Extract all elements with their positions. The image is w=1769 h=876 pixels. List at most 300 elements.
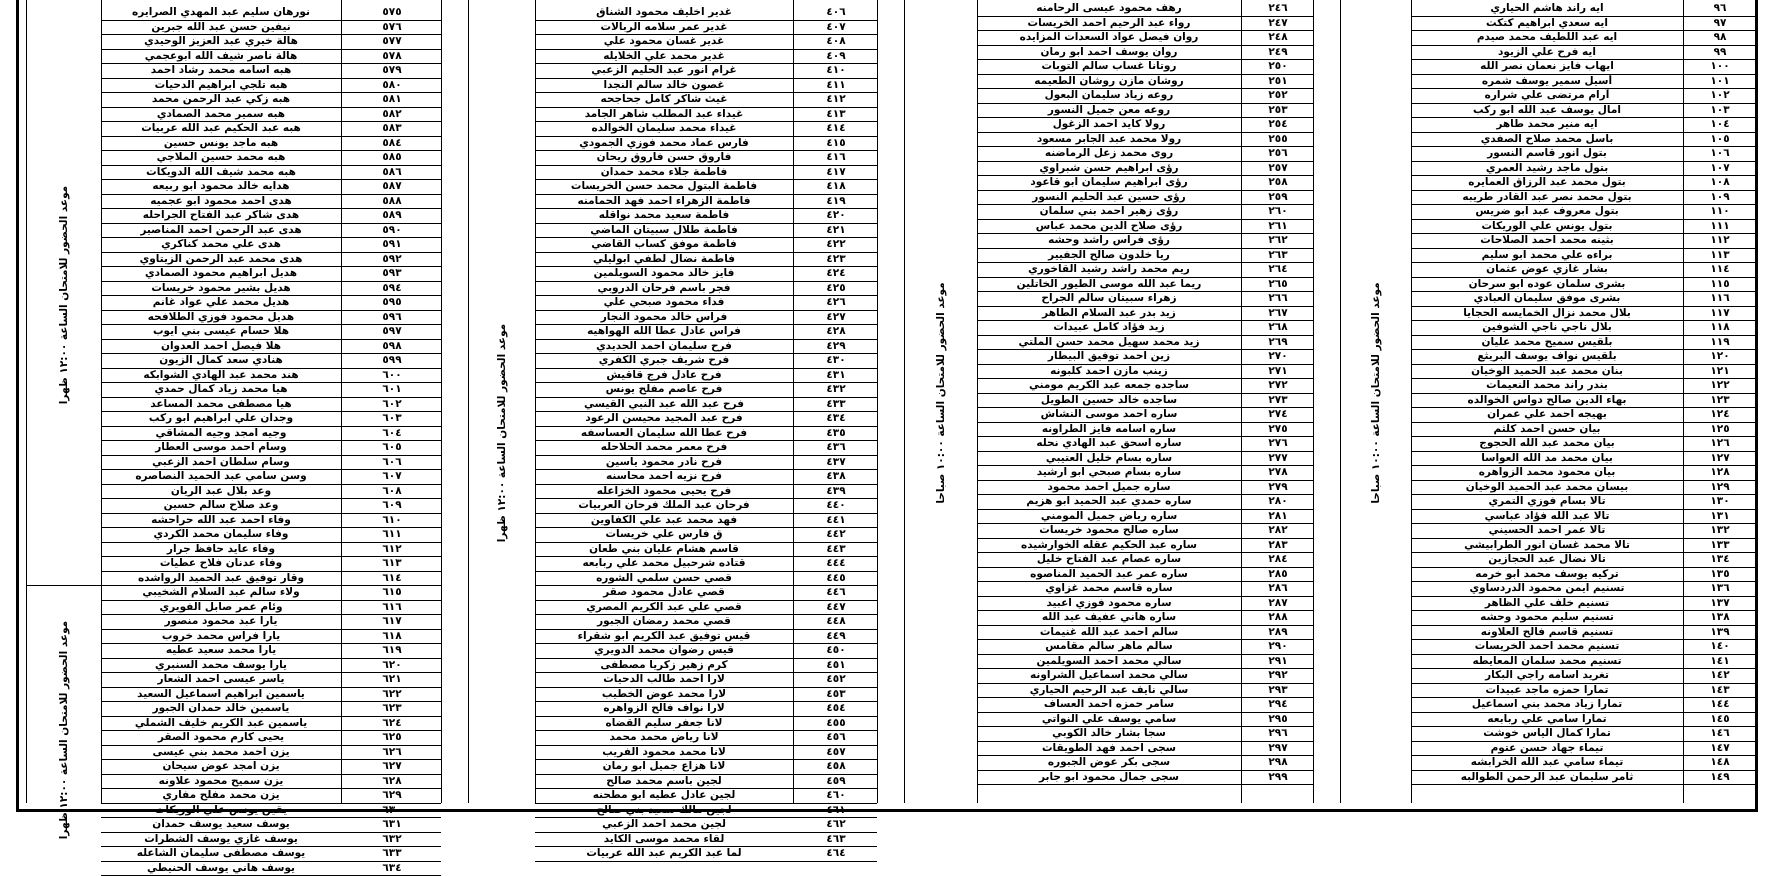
seat-number: ٤٤٠ (793, 498, 879, 512)
table-row (1411, 74, 1755, 90)
table-row (101, 382, 441, 398)
seat-number: ١٠١ (1683, 74, 1757, 88)
table-row (101, 571, 441, 587)
student-name: فاطمة جلاء محمد حمدان (535, 165, 793, 179)
student-name: تيماء جهاد حسن عتوم (1411, 741, 1683, 755)
student-name: ياسمين عبد الكريم خليف الشملي (101, 716, 341, 730)
seat-number: ٢٧٦ (1241, 436, 1315, 450)
student-name: لما عبد الكريم عبد الله عربيات (535, 846, 793, 860)
seat-number: ١٤٨ (1683, 755, 1757, 769)
seat-number: ٦٢٢ (341, 687, 443, 701)
student-name: فرحان عبد الملك فرحان العربيات (535, 498, 793, 512)
table-row (535, 498, 877, 514)
student-name: بثينه محمد احمد الصلاحات (1411, 233, 1683, 247)
seat-number: ١١٧ (1683, 306, 1757, 320)
student-name: بيان محمود محمد الزواهره (1411, 465, 1683, 479)
seat-number: ٤٦٤ (793, 846, 879, 860)
table-row (535, 846, 877, 862)
student-name: هدى علي محمد كناكري (101, 237, 341, 251)
student-name: هبه سمير محمد الصمادي (101, 107, 341, 121)
student-name: بتول معروف عبد ابو ضريس (1411, 204, 1683, 218)
student-name: وفاء عدنان فلاح عطيات (101, 556, 341, 570)
student-name: ياسمين خالد حمدان الجبور (101, 701, 341, 715)
seat-number: ٢٧٢ (1241, 378, 1315, 392)
table-row (1411, 335, 1755, 351)
table-row (101, 788, 441, 804)
seat-number: ٥٨٠ (341, 78, 443, 92)
table-row (1411, 277, 1755, 293)
table-row (1411, 639, 1755, 655)
seat-number: ٤١٩ (793, 194, 879, 208)
seat-number: ٦٢٠ (341, 658, 443, 672)
seat-number: ٤٥٠ (793, 643, 879, 657)
table-row (1411, 1, 1755, 17)
table-row (977, 451, 1313, 467)
seat-number: ٥٩٩ (341, 353, 443, 367)
student-name: فرح شريف جبري الكفري (535, 353, 793, 367)
student-name: سالي محمد اسماعيل الشراونه (977, 668, 1241, 682)
attendance-panel-4 (1340, 0, 1756, 803)
student-name: قتاده شرحبيل محمد علي ربابعه (535, 556, 793, 570)
table-row (535, 745, 877, 761)
seat-number: ٢٥٥ (1241, 132, 1315, 146)
student-name: زيد فؤاد كامل عبيدات (977, 320, 1241, 334)
seat-number: ٤٥٨ (793, 759, 879, 773)
seat-number: ٤٤٨ (793, 614, 879, 628)
seat-number: ٦٠٩ (341, 498, 443, 512)
student-name: سجى احمد فهد الطويقات (977, 741, 1241, 755)
seat-number: ٢٦١ (1241, 219, 1315, 233)
student-name: هلا حسام عيسى بني ايوب (101, 324, 341, 338)
student-name: وسام سلطان احمد الزعبي (101, 455, 341, 469)
student-name: غدير محمد علي الخلايله (535, 49, 793, 63)
table-row (101, 324, 441, 340)
seat-number: ٢٥٨ (1241, 175, 1315, 189)
table-row (535, 817, 877, 833)
student-name: ساره حمدي عبد الحميد ابو هزيم (977, 494, 1241, 508)
table-row (101, 179, 441, 195)
seat-number: ٢٥٠ (1241, 59, 1315, 73)
table-row (535, 63, 877, 79)
table-row (535, 440, 877, 456)
table-row (1411, 770, 1755, 786)
seat-number: ٦٠٧ (341, 469, 443, 483)
seat-number: ١٤٩ (1683, 770, 1757, 784)
student-name: رؤى فراس راشد وحشه (977, 233, 1241, 247)
seat-number: ١٠٢ (1683, 88, 1757, 102)
seat-number: ٤٦٣ (793, 832, 879, 846)
student-name: تغريد اسامه راجي البكار (1411, 668, 1683, 682)
student-name: ايه عبد اللطيف محمد صيدم (1411, 30, 1683, 44)
seat-number: ٤٥٤ (793, 701, 879, 715)
student-name: وفاء احمد عبد الله حراحشه (101, 513, 341, 527)
seat-number: ١٤٢ (1683, 668, 1757, 682)
seat-number: ٤٤٤ (793, 556, 879, 570)
seat-number: ١٤٣ (1683, 683, 1757, 697)
table-row (977, 741, 1313, 757)
table-row (101, 295, 441, 311)
table-row (101, 252, 441, 268)
seat-number: ١٢٤ (1683, 407, 1757, 421)
table-row (977, 683, 1313, 699)
student-name: تالا عبد الله فؤاد عباسي (1411, 509, 1683, 523)
student-name: سجى بكر عوض الجبوره (977, 755, 1241, 769)
student-name: قاسم هشام عليان بني طعان (535, 542, 793, 556)
student-name: لارا احمد طالب الدحيات (535, 672, 793, 686)
student-name: فاطمة موفق كساب القاضي (535, 237, 793, 251)
seat-number: ٤١٤ (793, 121, 879, 135)
seat-number: ٤٦٠ (793, 788, 879, 802)
table-row (977, 204, 1313, 220)
student-name: فاروق حسن فاروق ريحان (535, 150, 793, 164)
table-row (101, 745, 441, 761)
student-name: يزن محمد مفلح مفاري (101, 788, 341, 802)
student-name: يارا فراس محمد خروب (101, 629, 341, 643)
student-name: ساره عبد الحكيم عقله الخوارشيده (977, 538, 1241, 552)
student-name: بلال محمد نزال الخمايسه الحجايا (1411, 306, 1683, 320)
student-name: وسام احمد موسى العطار (101, 440, 341, 454)
table-row (101, 121, 441, 137)
table-row (977, 596, 1313, 612)
student-name: بيان محمد عبد الله الحجوج (1411, 436, 1683, 450)
table-row (535, 672, 877, 688)
table-row (535, 34, 877, 50)
table-row (535, 701, 877, 717)
seat-number: ٤٤٦ (793, 585, 879, 599)
attendance-panel-1 (26, 0, 442, 803)
table-row (1411, 741, 1755, 757)
table-row (1411, 552, 1755, 568)
table-row (977, 755, 1313, 771)
seat-number: ٢٧٥ (1241, 422, 1315, 436)
seat-number: ٤٣٦ (793, 440, 879, 454)
seat-number: ٤٢٠ (793, 208, 879, 222)
table-row (977, 436, 1313, 452)
student-name: لانا رياض محمد محمد (535, 730, 793, 744)
seat-number: ١٢٨ (1683, 465, 1757, 479)
table-row (977, 277, 1313, 293)
student-name: بشرى موفق سليمان العبادي (1411, 291, 1683, 305)
seat-number: ٤٢٩ (793, 339, 879, 353)
student-name: قصي محمد رمضان الجبور (535, 614, 793, 628)
seat-number: ١٤٠ (1683, 639, 1757, 653)
student-name: قصي عادل محمود صقر (535, 585, 793, 599)
student-name: رؤى صلاح الدين محمد عباس (977, 219, 1241, 233)
seat-number: ٦٠١ (341, 382, 443, 396)
seat-number: ٤٣٨ (793, 469, 879, 483)
table-row (977, 175, 1313, 191)
seat-number: ٤٢٢ (793, 237, 879, 251)
table-row (101, 513, 441, 529)
seat-number: ١٣٠ (1683, 494, 1757, 508)
table-row (1411, 248, 1755, 264)
table-row (1411, 567, 1755, 583)
seat-number: ٢٥٢ (1241, 88, 1315, 102)
student-name: يوسف غازي يوسف الشطرات (101, 832, 341, 846)
seat-number: ٦٠٥ (341, 440, 443, 454)
seat-number: ٤١٥ (793, 136, 879, 150)
group-separator (27, 585, 101, 586)
student-name: هبه محمد شيف الله الدويكات (101, 165, 341, 179)
student-name: ساره احمد موسى النشاش (977, 407, 1241, 421)
table-row (535, 150, 877, 166)
seat-number: ٤٢٥ (793, 281, 879, 295)
seat-number: ٢٩١ (1241, 654, 1315, 668)
table-row (101, 701, 441, 717)
table-row (1411, 233, 1755, 249)
seat-number: ٤٣٩ (793, 484, 879, 498)
seat-number: ٢٦٦ (1241, 291, 1315, 305)
student-name: ولاء سالم عبد السلام الشخيبي (101, 585, 341, 599)
seat-number: ٢٩٤ (1241, 697, 1315, 711)
student-name: هديل محمود فوزي الطلافحه (101, 310, 341, 324)
table-row (1411, 523, 1755, 539)
student-name: ق فارس علي خريسات (535, 527, 793, 541)
table-row (977, 581, 1313, 597)
seat-number: ١٠٤ (1683, 117, 1757, 131)
seat-number: ٤٣٤ (793, 411, 879, 425)
table-row (977, 552, 1313, 568)
seat-number: ٢٤٧ (1241, 16, 1315, 30)
student-name: ساره محمود فوزي اعبيد (977, 596, 1241, 610)
table-row (1411, 726, 1755, 742)
student-name: تالا بسام فوزي التمري (1411, 494, 1683, 508)
table-row (101, 817, 441, 833)
table-row (1411, 451, 1755, 467)
seat-number: ١١٢ (1683, 233, 1757, 247)
student-name: غيداء محمد سليمان الخوالده (535, 121, 793, 135)
student-name: رؤى ابراهيم سليمان ابو قاعود (977, 175, 1241, 189)
student-name: هالة خيري عبد العزيز الوحيدي (101, 34, 341, 48)
seat-number: ٤١٠ (793, 63, 879, 77)
seat-number: ١٢٣ (1683, 393, 1757, 407)
table-row (1411, 480, 1755, 496)
table-row (977, 465, 1313, 481)
student-name: فراس عادل عطا الله الهواهيه (535, 324, 793, 338)
seat-number: ٤١١ (793, 78, 879, 92)
attendance-time-note: موعد الحضور للامتحان الساعة ١٠:٠٠ صباحا (935, 282, 947, 503)
seat-number: ٤١٧ (793, 165, 879, 179)
student-name: روان يوسف احمد ابو رمان (977, 45, 1241, 59)
seat-number: ١١٨ (1683, 320, 1757, 334)
student-name: ايه منير محمد طاهر (1411, 117, 1683, 131)
seat-number: ٢٨١ (1241, 509, 1315, 523)
student-name: فاطمة طلال سبيتان الماضي (535, 223, 793, 237)
table-row (1411, 45, 1755, 61)
table-row (101, 339, 441, 355)
student-name: روى محمد زعل الرماضنه (977, 146, 1241, 160)
attendance-time-note: موعد الحضور للامتحان الساعة ١٠:٠٠ صباحا (1370, 282, 1382, 503)
table-row (101, 803, 441, 819)
student-name: روعه زياد سليمان البعول (977, 88, 1241, 102)
table-row (535, 49, 877, 65)
seat-number: ٢٦٣ (1241, 248, 1315, 262)
student-name: سالي نايف عبد الرحيم الحياري (977, 683, 1241, 697)
seat-number: ١٣٤ (1683, 552, 1757, 566)
student-name: فاطمة نضال لطفي ابوليلي (535, 252, 793, 266)
student-name: ايهاب فايز نعمان نصر الله (1411, 59, 1683, 73)
seat-number: ٦٣٠ (341, 803, 443, 817)
student-name: فرح نزيه احمد محاسنه (535, 469, 793, 483)
seat-number: ٦١٤ (341, 571, 443, 585)
seat-number: ٥٩٠ (341, 223, 443, 237)
table-row (1411, 422, 1755, 438)
table-row (977, 248, 1313, 264)
table-row (977, 320, 1313, 336)
table-row (977, 378, 1313, 394)
table-row (535, 281, 877, 297)
seat-number: ١٣١ (1683, 509, 1757, 523)
seat-number: ٤٣٢ (793, 382, 879, 396)
student-name: فراس خالد محمود النجار (535, 310, 793, 324)
student-name: ياسمين ابراهيم اسماعيل السعيد (101, 687, 341, 701)
student-name: بتول ماجد رشيد العمري (1411, 161, 1683, 175)
table-row (1411, 117, 1755, 133)
table-row (101, 165, 441, 181)
student-name: آرام مرتضى علي شراره (1411, 88, 1683, 102)
student-name: تسنيم محمد سلمان المعايطه (1411, 654, 1683, 668)
table-row (101, 426, 441, 442)
seat-number: ٦١١ (341, 527, 443, 541)
seat-number: ٦١٧ (341, 614, 443, 628)
table-row (101, 861, 441, 876)
table-row (535, 556, 877, 572)
table-row (1411, 103, 1755, 119)
seat-number: ١١١ (1683, 219, 1757, 233)
student-name: غيداء عبد المطلب شاهر الجامد (535, 107, 793, 121)
seat-number: ٢٦٢ (1241, 233, 1315, 247)
seat-number: ٢٥٧ (1241, 161, 1315, 175)
table-row (1411, 509, 1755, 525)
table-row (535, 78, 877, 94)
student-name: قصي علي عبد الكريم المصري (535, 600, 793, 614)
table-row (535, 571, 877, 587)
student-name: وئام عمر صابل الفويري (101, 600, 341, 614)
seat-number: ٢٩٢ (1241, 668, 1315, 682)
student-name: هديل محمد علي عواد غانم (101, 295, 341, 309)
table-row (101, 759, 441, 775)
table-row (101, 223, 441, 239)
seat-number: ٤٦١ (793, 803, 879, 817)
table-row (977, 59, 1313, 75)
student-name: رولا محمد عبد الجابر مسعود (977, 132, 1241, 146)
seat-number: ٢٧٤ (1241, 407, 1315, 421)
student-name: تسنيم ايمن محمود الدردساوي (1411, 581, 1683, 595)
table-row (977, 349, 1313, 365)
student-name: سامر حمزه احمد العساف (977, 697, 1241, 711)
student-name: روشان مازن روشان الطعيمه (977, 74, 1241, 88)
table-row (535, 5, 877, 21)
table-row (101, 629, 441, 645)
student-name: فارس عماد محمد فوزي الجمودي (535, 136, 793, 150)
table-row (535, 542, 877, 558)
student-name: زهراء سبيتان سالم الجراح (977, 291, 1241, 305)
student-name: يحيى كارم محمود الصقر (101, 730, 341, 744)
table-row (101, 150, 441, 166)
seat-number: ٦٢٣ (341, 701, 443, 715)
student-name: هدى احمد محمود ابو عجميه (101, 194, 341, 208)
table-row (977, 1, 1313, 17)
seat-number: ٢٦٩ (1241, 335, 1315, 349)
table-row (101, 397, 441, 413)
student-name: وعد بلال عبد الريان (101, 484, 341, 498)
table-row (977, 117, 1313, 133)
seat-number: ١١٣ (1683, 248, 1757, 262)
student-name: ساره بسام صبحي ابو ارشيد (977, 465, 1241, 479)
table-row (535, 687, 877, 703)
student-name: وجدان علي ابراهيم ابو ركب (101, 411, 341, 425)
seat-number: ٦١٣ (341, 556, 443, 570)
seat-number: ٢٨٧ (1241, 596, 1315, 610)
student-name: كرم زهير زكريا مصطفى (535, 658, 793, 672)
student-name: يقين يونس علي الوريكات (101, 803, 341, 817)
seat-number: ١١٤ (1683, 262, 1757, 276)
student-name: بتول محمد نصر عبد القادر طريبه (1411, 190, 1683, 204)
table-row (977, 712, 1313, 728)
table-row (1411, 16, 1755, 32)
seat-number: ٤٣٣ (793, 397, 879, 411)
table-row (535, 411, 877, 427)
seat-number: ٦٠٠ (341, 368, 443, 382)
table-row (1411, 378, 1755, 394)
seat-number: ٢٨٤ (1241, 552, 1315, 566)
student-name: غرام انور عبد الحليم الزعبي (535, 63, 793, 77)
seat-number: ٢٨٣ (1241, 538, 1315, 552)
seat-number: ٢٩٧ (1241, 741, 1315, 755)
seat-number: ٤١٣ (793, 107, 879, 121)
student-name: زين احمد توفيق البيطار (977, 349, 1241, 363)
table-row (977, 625, 1313, 641)
student-name: يزن امجد عوض سيحان (101, 759, 341, 773)
table-row (535, 92, 877, 108)
student-name: بنان محمد عبد الحميد الوخيان (1411, 364, 1683, 378)
student-name: تمارا زياد محمد بني اسماعيل (1411, 697, 1683, 711)
table-row (977, 639, 1313, 655)
table-row (977, 262, 1313, 278)
student-name: ساره هاني عفيف عبد الله (977, 610, 1241, 624)
seat-number: ٢٩٥ (1241, 712, 1315, 726)
student-name: بلقيس سميح محمد عليان (1411, 335, 1683, 349)
student-name: وجيه امجد وجيه المشاقي (101, 426, 341, 440)
student-name: قصي حسن سلمي الشوره (535, 571, 793, 585)
seat-number: ٢٧١ (1241, 364, 1315, 378)
student-name: سجا بشار خالد الكوبي (977, 726, 1241, 740)
student-name: تمارا سامي علي ربابعه (1411, 712, 1683, 726)
table-row (101, 92, 441, 108)
student-name: رهف محمود عيسى الرحامنه (977, 1, 1241, 15)
table-row (1411, 161, 1755, 177)
table-row (535, 136, 877, 152)
student-name: لجين محمد احمد الزعبي (535, 817, 793, 831)
seat-number: ٤١٨ (793, 179, 879, 193)
seat-number: ٦٢٦ (341, 745, 443, 759)
student-name: فرح عاصم مفلح يونس (535, 382, 793, 396)
table-row (1411, 697, 1755, 713)
attendance-time-note: موعد الحضور للامتحان الساعة ١٢:٠٠ ظهرا (58, 621, 70, 839)
student-name: تالا نضال عبد الحجازين (1411, 552, 1683, 566)
student-name: ساره عمر عبد الحميد المناصوه (977, 567, 1241, 581)
student-name: وفاء سليمان محمد الكردي (101, 527, 341, 541)
seat-number: ٥٨١ (341, 92, 443, 106)
student-name: نورهان سليم عبد المهدي الصرايره (101, 5, 341, 19)
table-row (1411, 146, 1755, 162)
student-name: قيس رضوان محمد الدويري (535, 643, 793, 657)
seat-number: ٤٤١ (793, 513, 879, 527)
student-name: أسيل سمير يوسف شمره (1411, 74, 1683, 88)
table-row (535, 614, 877, 630)
seat-number: ٤٠٦ (793, 5, 879, 19)
table-row (535, 310, 877, 326)
